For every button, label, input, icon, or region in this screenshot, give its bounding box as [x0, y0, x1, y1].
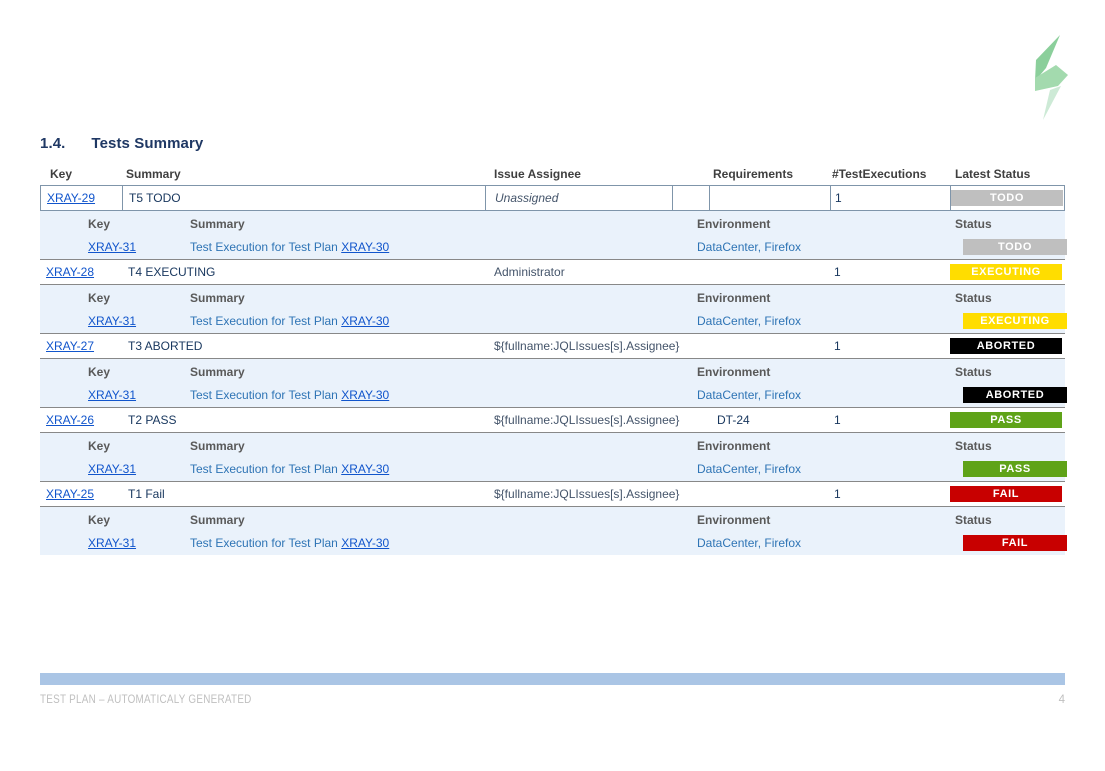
execution-row	[40, 457, 1065, 481]
test-plan-link[interactable]: XRAY-30	[341, 535, 390, 550]
test-summary: T1 Fail	[128, 487, 165, 501]
status-badge: ABORTED	[963, 387, 1067, 403]
tests-summary-table	[40, 163, 1065, 555]
execution-row	[40, 531, 1065, 555]
execution-key-link[interactable]: XRAY-31	[88, 313, 137, 328]
test-requirements	[710, 186, 831, 210]
test-row	[40, 407, 1065, 433]
test-assignee: ${fullname:JQLIssues[s].Assignee}	[494, 487, 680, 501]
footer-page-number: 4	[1058, 694, 1065, 706]
test-row	[40, 185, 1065, 211]
test-assignee: Unassigned	[486, 186, 673, 210]
test-plan-link[interactable]: XRAY-30	[341, 239, 390, 254]
executions-subtable	[40, 359, 1065, 407]
test-row	[40, 481, 1065, 507]
execution-environment: DataCenter, Firefox	[697, 313, 802, 328]
sub-header-environment: Environment	[697, 365, 771, 379]
execution-environment: DataCenter, Firefox	[697, 387, 802, 402]
status-badge: PASS	[963, 461, 1067, 477]
header-executions: #TestExecutions	[832, 167, 927, 181]
test-executions-count: 1	[834, 339, 841, 353]
test-executions-count: 1	[834, 265, 841, 279]
subtable-header-row	[40, 507, 1065, 531]
executions-subtable	[40, 211, 1065, 259]
test-summary: T5 TODO	[123, 186, 486, 210]
test-assignee: ${fullname:JQLIssues[s].Assignee}	[494, 339, 680, 353]
execution-summary: Test Execution for Test Plan XRAY-30	[190, 313, 390, 328]
test-key-link[interactable]: XRAY-28	[46, 265, 95, 279]
section-title: Tests Summary	[91, 135, 204, 152]
status-badge: FAIL	[963, 535, 1067, 551]
test-block	[40, 407, 1065, 481]
execution-key-link[interactable]: XRAY-31	[88, 387, 137, 402]
test-key-link[interactable]: XRAY-26	[46, 413, 95, 427]
footer-accent-bar	[40, 673, 1065, 685]
test-assignee: Administrator	[494, 265, 565, 279]
execution-key-link[interactable]: XRAY-31	[88, 535, 137, 550]
test-plan-link[interactable]: XRAY-30	[341, 461, 390, 476]
test-summary: T3 ABORTED	[128, 339, 203, 353]
header-key: Key	[50, 167, 73, 181]
status-badge: EXECUTING	[950, 264, 1062, 280]
sub-header-status: Status	[955, 513, 992, 527]
table-header-row	[40, 163, 1065, 185]
subtable-header-row	[40, 433, 1065, 457]
execution-environment: DataCenter, Firefox	[697, 535, 802, 550]
execution-summary: Test Execution for Test Plan XRAY-30	[190, 535, 390, 550]
execution-environment: DataCenter, Firefox	[697, 461, 802, 476]
sub-header-environment: Environment	[697, 439, 771, 453]
sub-header-status: Status	[955, 365, 992, 379]
sub-header-summary: Summary	[190, 365, 245, 379]
header-requirements: Requirements	[713, 167, 794, 181]
sub-header-summary: Summary	[190, 217, 245, 231]
test-key-link[interactable]: XRAY-29	[47, 191, 96, 205]
test-plan-link[interactable]: XRAY-30	[341, 387, 390, 402]
section-number: 1.4.	[40, 135, 66, 152]
subtable-header-row	[40, 359, 1065, 383]
sub-header-status: Status	[955, 217, 992, 231]
test-block	[40, 185, 1065, 259]
sub-header-summary: Summary	[190, 291, 245, 305]
execution-summary: Test Execution for Test Plan XRAY-30	[190, 239, 390, 254]
execution-summary: Test Execution for Test Plan XRAY-30	[190, 461, 390, 476]
execution-environment: DataCenter, Firefox	[697, 239, 802, 254]
execution-row	[40, 309, 1065, 333]
test-executions-count: 1	[834, 487, 841, 501]
subtable-header-row	[40, 211, 1065, 235]
test-key-link[interactable]: XRAY-25	[46, 487, 95, 501]
sub-header-key: Key	[88, 217, 111, 231]
sub-header-summary: Summary	[190, 513, 245, 527]
sub-header-status: Status	[955, 439, 992, 453]
executions-subtable	[40, 285, 1065, 333]
test-block	[40, 333, 1065, 407]
test-key-link[interactable]: XRAY-27	[46, 339, 95, 353]
status-badge: ABORTED	[950, 338, 1062, 354]
status-badge: PASS	[950, 412, 1062, 428]
subtable-header-row	[40, 285, 1065, 309]
sub-header-key: Key	[88, 513, 111, 527]
execution-summary: Test Execution for Test Plan XRAY-30	[190, 387, 390, 402]
xray-lightning-logo	[1018, 28, 1068, 123]
execution-key-link[interactable]: XRAY-31	[88, 239, 137, 254]
sub-header-key: Key	[88, 439, 111, 453]
execution-key-link[interactable]: XRAY-31	[88, 461, 137, 476]
section-heading	[40, 135, 203, 152]
page-footer	[40, 694, 1065, 706]
test-block	[40, 259, 1065, 333]
sub-header-environment: Environment	[697, 217, 771, 231]
empty-cell	[673, 186, 710, 210]
test-row	[40, 259, 1065, 285]
sub-header-environment: Environment	[697, 513, 771, 527]
header-summary: Summary	[126, 167, 181, 181]
sub-header-key: Key	[88, 291, 111, 305]
executions-subtable	[40, 507, 1065, 555]
status-badge: EXECUTING	[963, 313, 1067, 329]
sub-header-environment: Environment	[697, 291, 771, 305]
footer-document-title: TEST PLAN – AUTOMATICALY GENERATED	[40, 694, 252, 706]
test-plan-link[interactable]: XRAY-30	[341, 313, 390, 328]
execution-row	[40, 235, 1065, 259]
sub-header-key: Key	[88, 365, 111, 379]
status-badge: TODO	[963, 239, 1067, 255]
execution-row	[40, 383, 1065, 407]
sub-header-summary: Summary	[190, 439, 245, 453]
test-block	[40, 481, 1065, 555]
executions-subtable	[40, 433, 1065, 481]
test-requirements: DT-24	[717, 413, 750, 427]
test-summary: T2 PASS	[128, 413, 177, 427]
header-assignee: Issue Assignee	[494, 167, 581, 181]
test-executions-count: 1	[831, 186, 951, 210]
header-latest-status: Latest Status	[955, 167, 1031, 181]
status-badge: FAIL	[950, 486, 1062, 502]
test-assignee: ${fullname:JQLIssues[s].Assignee}	[494, 413, 680, 427]
sub-header-status: Status	[955, 291, 992, 305]
test-row	[40, 333, 1065, 359]
test-executions-count: 1	[834, 413, 841, 427]
status-badge: TODO	[951, 190, 1063, 206]
test-summary: T4 EXECUTING	[128, 265, 216, 279]
